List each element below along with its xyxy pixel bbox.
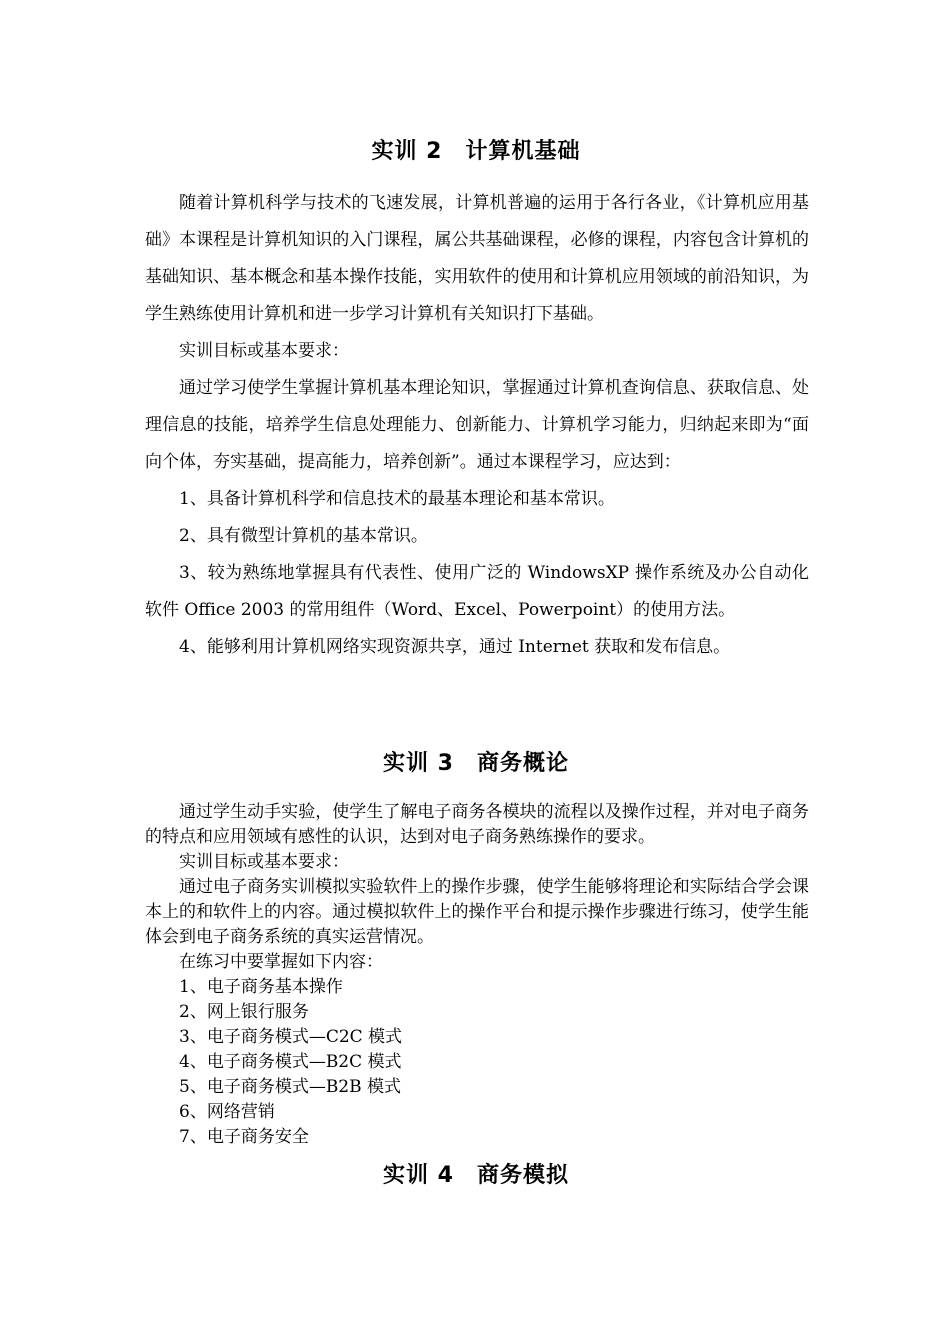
section-2-title: 实训 2 计算机基础 xyxy=(371,139,581,164)
section-3-list-item: 3、电子商务模式—C2C 模式 xyxy=(179,1027,403,1047)
section-3-title: 实训 3 商务概论 xyxy=(383,751,569,776)
section-2-list-item: 3、较为熟练地掌握具有代表性、使用广泛的 WindowsXP 操作系统及办公自动化软件 Office 2003 的常用组件（Word、Excel、Powerpoint）的使用方法。 xyxy=(145,563,809,620)
section-3-intro-paragraph: 通过学生动手实验，使学生了解电子商务各模块的流程以及操作过程，并对电子商务的特点和应用领域有感性的认识，达到对电子商务熟练操作的要求。 xyxy=(145,802,809,847)
section-3-list-item: 6、网络营销 xyxy=(179,1102,275,1122)
section-3-list-item: 1、电子商务基本操作 xyxy=(179,977,343,997)
section-2-goals-label: 实训目标或基本要求： xyxy=(179,341,349,361)
section-3-list-item: 4、电子商务模式—B2C 模式 xyxy=(179,1052,402,1072)
section-4-title: 实训 4 商务模拟 xyxy=(383,1163,569,1188)
section-3-list-item: 5、电子商务模式—B2B 模式 xyxy=(179,1077,402,1097)
section-3-list-item: 2、网上银行服务 xyxy=(179,1002,309,1022)
section-2-intro-paragraph: 随着计算机科学与技术的飞速发展，计算机普遍的运用于各行各业，《计算机应用基础》本课程是计算机知识的入门课程，属公共基础课程，必修的课程，内容包含计算机的基础知识、基本概念和基本操作技能，实用软件的使用和计算机应用领域的前沿知识，为学生熟练使用计算机和进一步学习计算机有关知识打下基础。 xyxy=(145,193,809,324)
section-3-goals-paragraph: 通过电子商务实训模拟实验软件上的操作步骤，使学生能够将理论和实际结合学会课本上的和软件上的内容。通过模拟软件上的操作平台和提示操作步骤进行练习，使学生能体会到电子商务系统的真实运营情况。 xyxy=(145,877,809,947)
section-2-body xyxy=(145,185,809,666)
section-2-list-item: 4、能够利用计算机网络实现资源共享，通过 Internet 获取和发布信息。 xyxy=(179,637,731,657)
section-3-body xyxy=(145,800,809,1150)
section-2-list-item: 1、具备计算机科学和信息技术的最基本理论和基本常识。 xyxy=(179,489,615,509)
section-3-goals-label: 实训目标或基本要求： xyxy=(179,852,349,872)
section-2-goals-paragraph: 通过学习使学生掌握计算机基本理论知识，掌握通过计算机查询信息、获取信息、处理信息的技能，培养学生信息处理能力、创新能力、计算机学习能力，归纳起来即为“面向个体，夯实基础，提高能力，培养创新”。通过本课程学习，应达到： xyxy=(145,378,809,472)
section-3-content-label: 在练习中要掌握如下内容： xyxy=(179,952,383,972)
section-3-list-item: 7、电子商务安全 xyxy=(179,1127,309,1147)
section-2-list-item: 2、具有微型计算机的基本常识。 xyxy=(179,526,428,546)
